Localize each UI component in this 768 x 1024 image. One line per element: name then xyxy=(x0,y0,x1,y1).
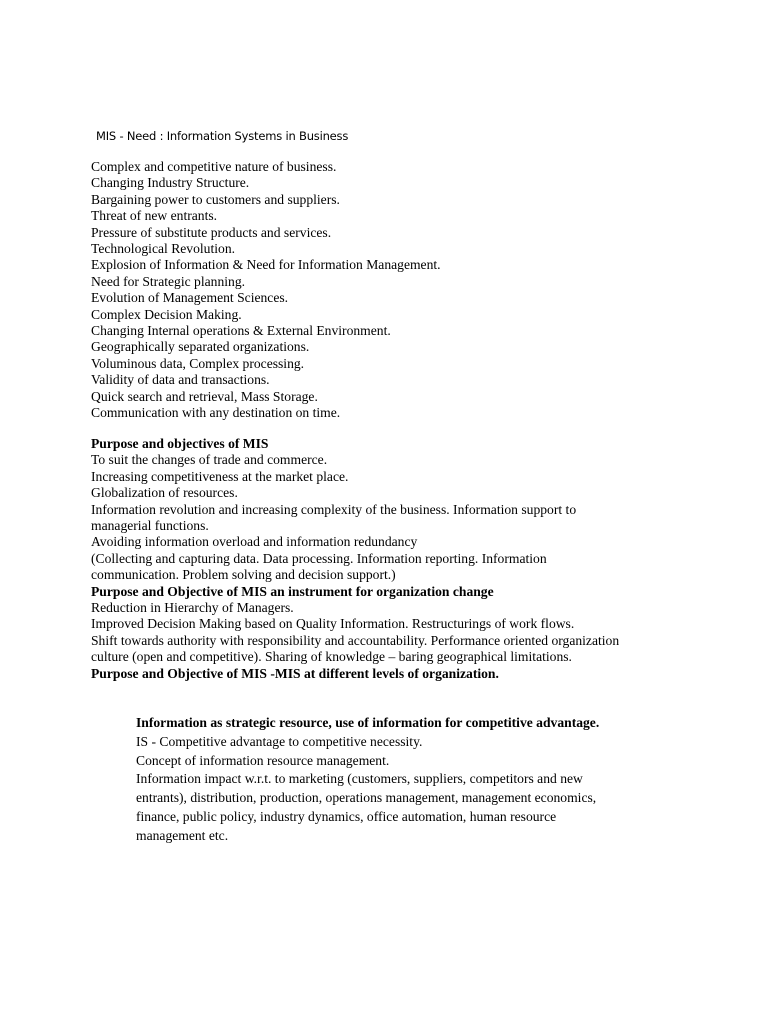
org-change-line: culture (open and competitive). Sharing of knowledge – baring geographical limitations. xyxy=(91,649,572,665)
need-item: Validity of data and transactions. xyxy=(91,372,270,388)
purpose-line: Avoiding information overload and information redundancy xyxy=(91,534,418,550)
need-item: Evolution of Management Sciences. xyxy=(91,290,289,306)
strategic-line: IS - Competitive advantage to competitive necessity. xyxy=(136,733,423,749)
strategic-line: Information impact w.r.t. to marketing (customers, suppliers, competitors and new xyxy=(136,771,583,787)
need-item: Explosion of Information & Need for Information Management. xyxy=(91,257,441,273)
strategic-heading: Information as strategic resource, use of information for competitive advantage. xyxy=(136,715,600,730)
need-item: Complex Decision Making. xyxy=(91,306,242,322)
purpose-line: Increasing competitiveness at the market place. xyxy=(91,468,349,484)
purpose-line: Information revolution and increasing complexity of the business. Information support to xyxy=(91,501,577,517)
purpose-line: Globalization of resources. xyxy=(91,485,238,501)
purpose-heading: Purpose and objectives of MIS xyxy=(91,436,269,451)
levels-heading: Purpose and Objective of MIS -MIS at different levels of organization. xyxy=(91,665,499,681)
need-list xyxy=(91,159,691,422)
org-change-line: Shift towards authority with responsibility and accountability. Performance oriented organization xyxy=(91,632,620,648)
purpose-line: (Collecting and capturing data. Data processing. Information reporting. Information xyxy=(91,550,547,566)
org-change-line: Improved Decision Making based on Quality Information. Restructurings of work flows. xyxy=(91,616,575,632)
need-item: Technological Revolution. xyxy=(91,241,236,257)
strategic-line: finance, public policy, industry dynamics, office automation, human resource xyxy=(136,808,557,824)
need-item: Quick search and retrieval, Mass Storage. xyxy=(91,388,318,404)
need-item: Changing Industry Structure. xyxy=(91,175,250,191)
need-item: Changing Internal operations & External Environment. xyxy=(91,323,391,339)
need-item: Complex and competitive nature of business. xyxy=(91,159,337,174)
purpose-line: To suit the changes of trade and commerce. xyxy=(91,452,328,468)
org-change-line: Reduction in Hierarchy of Managers. xyxy=(91,600,294,616)
strategic-line: Concept of information resource management. xyxy=(136,752,390,768)
need-item: Bargaining power to customers and suppliers. xyxy=(91,191,340,207)
strategic-line: management etc. xyxy=(136,827,229,843)
strategic-line: entrants), distribution, production, operations management, management economics, xyxy=(136,790,597,806)
need-item: Pressure of substitute products and services. xyxy=(91,224,332,240)
need-item: Communication with any destination on time. xyxy=(91,405,341,421)
need-item: Voluminous data, Complex processing. xyxy=(91,355,305,371)
need-item: Geographically separated organizations. xyxy=(91,339,310,355)
purpose-line: managerial functions. xyxy=(91,518,209,534)
org-change-heading: Purpose and Objective of MIS an instrument for organization change xyxy=(91,583,494,599)
need-item: Need for Strategic planning. xyxy=(91,273,246,289)
strategic-section xyxy=(136,714,696,846)
need-item: Threat of new entrants. xyxy=(91,208,218,224)
purpose-line: communication. Problem solving and decision support.) xyxy=(91,567,396,583)
purpose-section xyxy=(91,436,691,682)
document-title: MIS - Need : Information Systems in Business xyxy=(96,129,349,143)
